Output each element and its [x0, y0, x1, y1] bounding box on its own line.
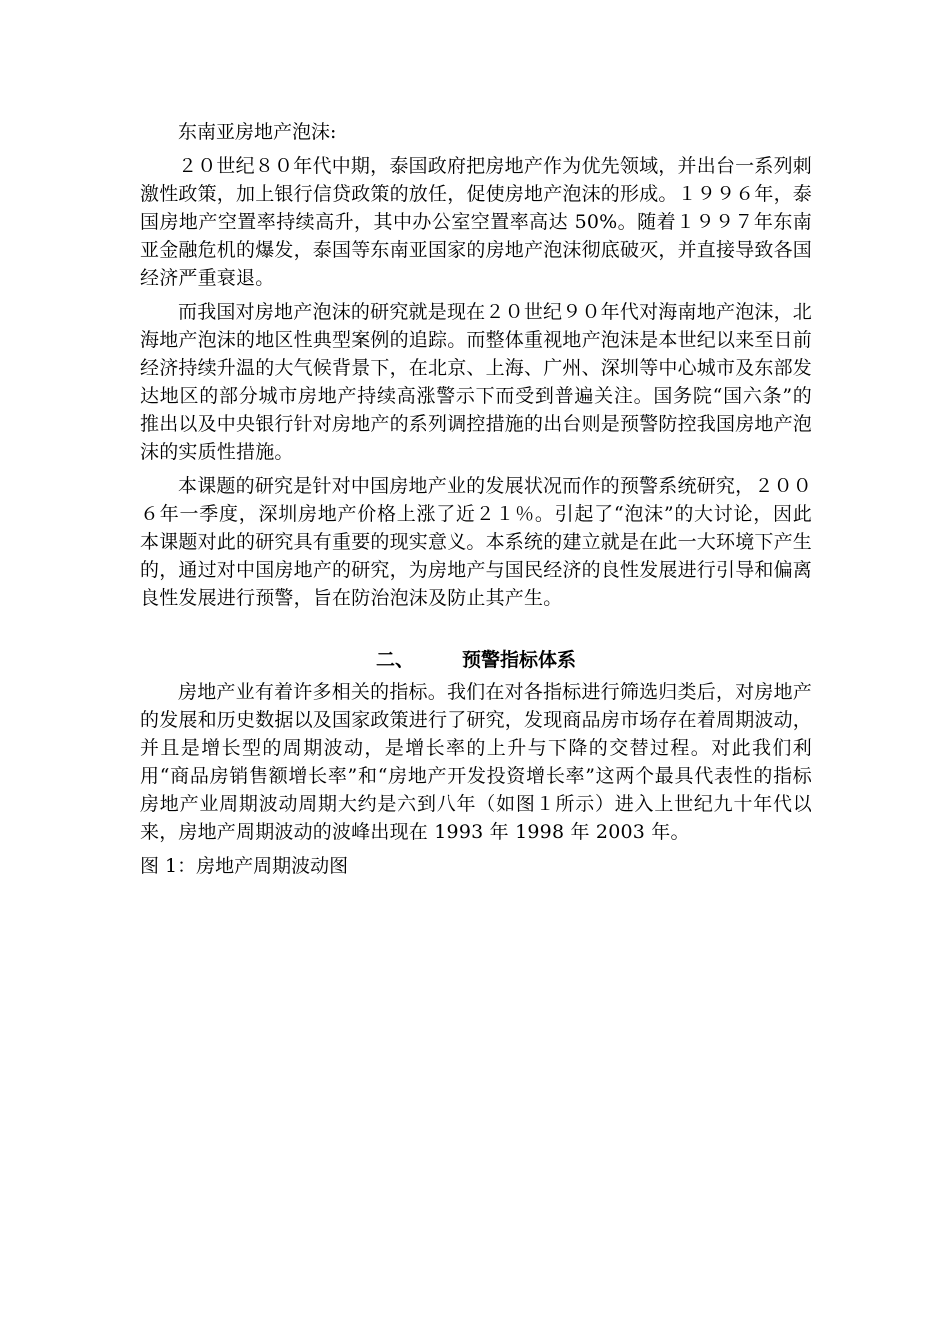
paragraph-thailand-bubble: ２０世纪８０年代中期，泰国政府把房地产作为优先领域，并出台一系列刺激性政策，加上银行信贷政策的放任，促使房地产泡沫的形成。１９９６年，泰国房地产空置率持续高升，其中办公室空置率高达 50%。随着１９９７年东南亚金融危机的爆发，泰国等东南亚国家的房地产泡沫彻底破灭，并直接导致各国经济严重衰退。: [140, 155, 813, 289]
section-spacer: [140, 612, 812, 646]
figure-caption: 图 1：房地产周期波动图: [140, 855, 349, 877]
document-page: [140, 118, 812, 880]
section-heading-number: 二、: [375, 649, 414, 671]
paragraph-project-significance: 本课题的研究是针对中国房地产业的发展状况而作的预警系统研究，２００６年一季度，深圳房地产价格上涨了近２１％。引起了“泡沫”的大讨论，因此本课题对此的研究具有重要的现实意义。本系统的建立就是在此一大环境下产生的，通过对中国房地产的研究，为房地产与国民经济的良性发展进行引导和偏离良性发展进行预警，旨在防治泡沫及防止其产生。: [140, 475, 813, 609]
subheading-southeast-asia: 东南亚房地产泡沫:: [178, 121, 337, 143]
paragraph-china-research: 而我国对房地产泡沫的研究就是现在２０世纪９０年代对海南地产泡沫，北海地产泡沫的地区性典型案例的追踪。而整体重视地产泡沫是本世纪以来至日前经济持续升温的大气候背景下，在北京、上海、广州、深圳等中心城市及东部发达地区的部分城市房地产持续高涨警示下而受到普遍关注。国务院“国六条”的推出以及中央银行针对房地产的系列调控措施的出台则是预警防控我国房地产泡沫的实质性措施。: [140, 301, 813, 463]
paragraph-indicator-system: 房地产业有着许多相关的指标。我们在对各指标进行筛选归类后，对房地产的发展和历史数据以及国家政策进行了研究，发现商品房市场存在着周期波动，并且是增长型的周期波动，是增长率的上升与下降的交替过程。对此我们利用“商品房销售额增长率”和“房地产开发投资增长率”这两个最具代表性的指标房地产业周期波动周期大约是六到八年（如图１所示）进入上世纪九十年代以来，房地产周期波动的波峰出现在 1993 年 1998 年 2003 年。: [140, 681, 813, 843]
section-heading: [140, 646, 812, 674]
section-heading-title: 预警指标体系: [462, 649, 577, 671]
